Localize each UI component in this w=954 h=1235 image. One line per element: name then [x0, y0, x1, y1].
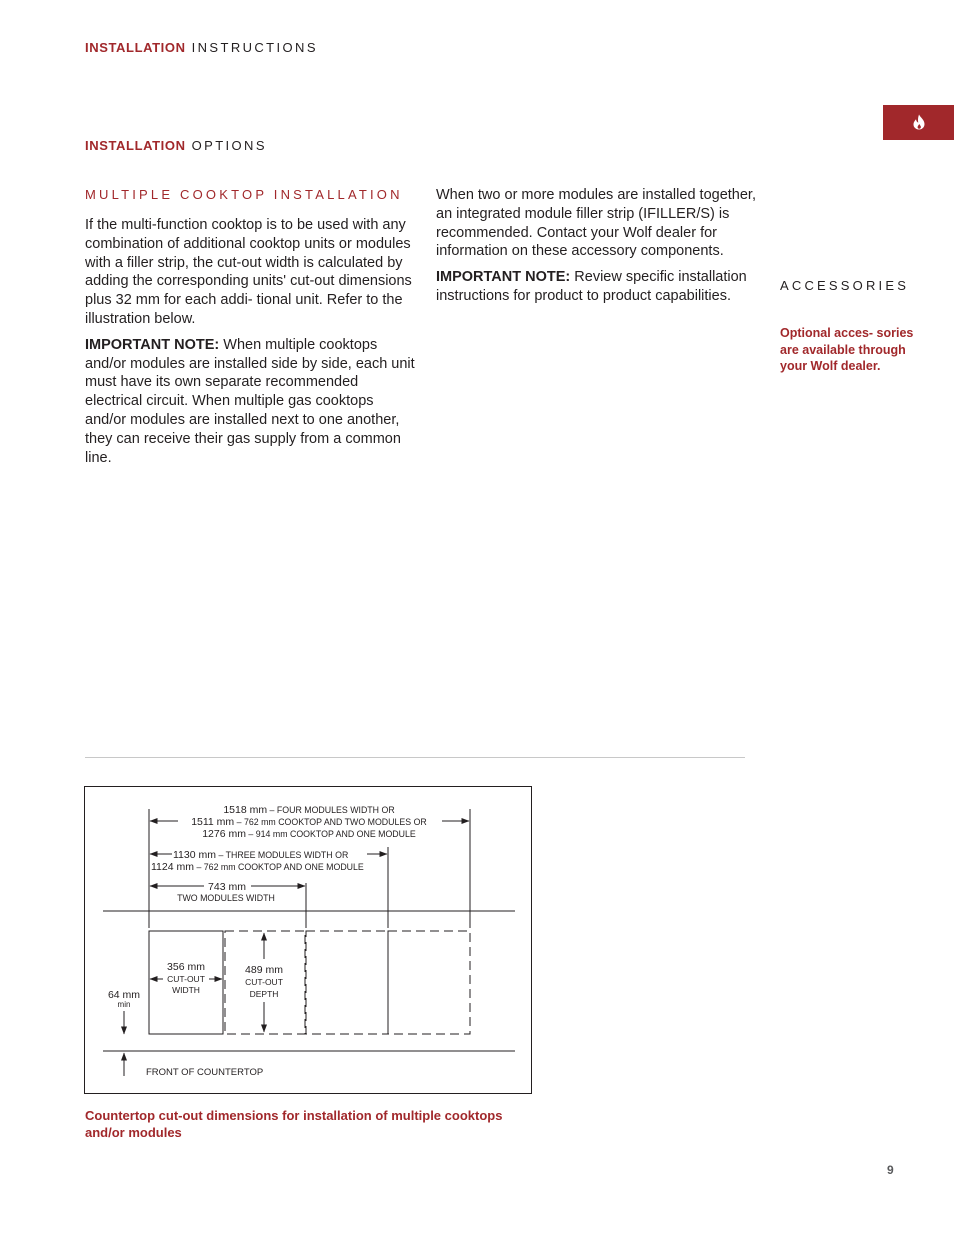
important-note-label: IMPORTANT NOTE:	[85, 336, 220, 353]
paragraph-intro: If the multi-function cooktop is to be used with any combination of additional cooktop units or modules with a filler strip, the cut-out width is calculated by adding the corresponding units' cut-out dimensions plus 32 mm for each addi- tional unit. Refer to the illustration below.	[85, 217, 412, 327]
paragraph-filler-strip: When two or more modules are installed together, an integrated module filler strip (IFILLER/S) is recommended. Contact your Wolf dealer for information on these accessory components.	[436, 187, 756, 260]
section-title: MULTIPLE COOKTOP INSTALLATION	[85, 187, 403, 202]
accessories-heading: ACCESSORIES	[780, 278, 910, 293]
cutout-width-value: 356 mm	[167, 961, 205, 973]
cutout-width-label-2: WIDTH	[172, 985, 200, 995]
cutout-depth-value: 489 mm	[245, 964, 283, 976]
dim-label-1511: 1511 mm – 762 mm COOKTOP AND TWO MODULES OR	[191, 816, 427, 828]
header-bold: INSTALLATION	[85, 40, 186, 55]
cutout-diagram	[84, 786, 532, 1094]
dim-label-743: 743 mm	[208, 881, 246, 893]
dim-label-1124: 1124 mm – 762 mm COOKTOP AND ONE MODULE	[151, 861, 364, 873]
paragraph-important-note-2	[436, 268, 761, 306]
dim-label-1130: 1130 mm – THREE MODULES WIDTH OR	[173, 849, 349, 861]
subheader-light: OPTIONS	[185, 138, 267, 153]
page-subheader	[85, 138, 267, 153]
min-clearance-label: min	[117, 1000, 131, 1009]
dim-label-743-desc: TWO MODULES WIDTH	[177, 893, 275, 903]
cutout-dashed	[306, 931, 388, 1034]
cutout-width-label-1: CUT-OUT	[167, 974, 205, 984]
flame-icon	[912, 114, 926, 130]
important-note-label: IMPORTANT NOTE:	[436, 269, 571, 286]
accessories-note: Optional acces- sories are available through your Wolf dealer.	[780, 326, 914, 373]
page-number: 9	[887, 1163, 894, 1177]
cutout-depth-label-1: CUT-OUT	[245, 977, 283, 987]
page-header	[85, 40, 318, 55]
important-note-text: Review specific installation instructions for product to product capabilities.	[436, 269, 747, 304]
front-of-countertop-label: FRONT OF COUNTERTOP	[146, 1067, 264, 1078]
header-light: INSTRUCTIONS	[185, 40, 318, 55]
cutout-depth-label-2: DEPTH	[249, 989, 279, 999]
cutout-diagram-svg	[85, 787, 533, 1095]
dim-label-1518: 1518 mm – FOUR MODULES WIDTH OR	[223, 804, 395, 816]
paragraph-important-note-1	[85, 336, 415, 468]
body-column-1	[85, 216, 415, 474]
diagram-caption: Countertop cut-out dimensions for installation of multiple cooktops and/or modules	[85, 1108, 503, 1140]
cutout-dashed	[388, 931, 470, 1034]
body-column-2	[436, 186, 761, 313]
divider	[85, 757, 745, 758]
important-note-text: When multiple cooktops and/or modules are installed side by side, each unit must have its own separate recommended electrical circuit. When multiple gas cooktops and/or modules are installed next to one another, they can receive their gas supply from a common line.	[85, 336, 415, 466]
section-tab	[883, 105, 954, 140]
min-clearance-value: 64 mm	[107, 989, 141, 1001]
subheader-bold: INSTALLATION	[85, 138, 186, 153]
dim-label-1276: 1276 mm – 914 mm COOKTOP AND ONE MODULE	[202, 828, 416, 840]
